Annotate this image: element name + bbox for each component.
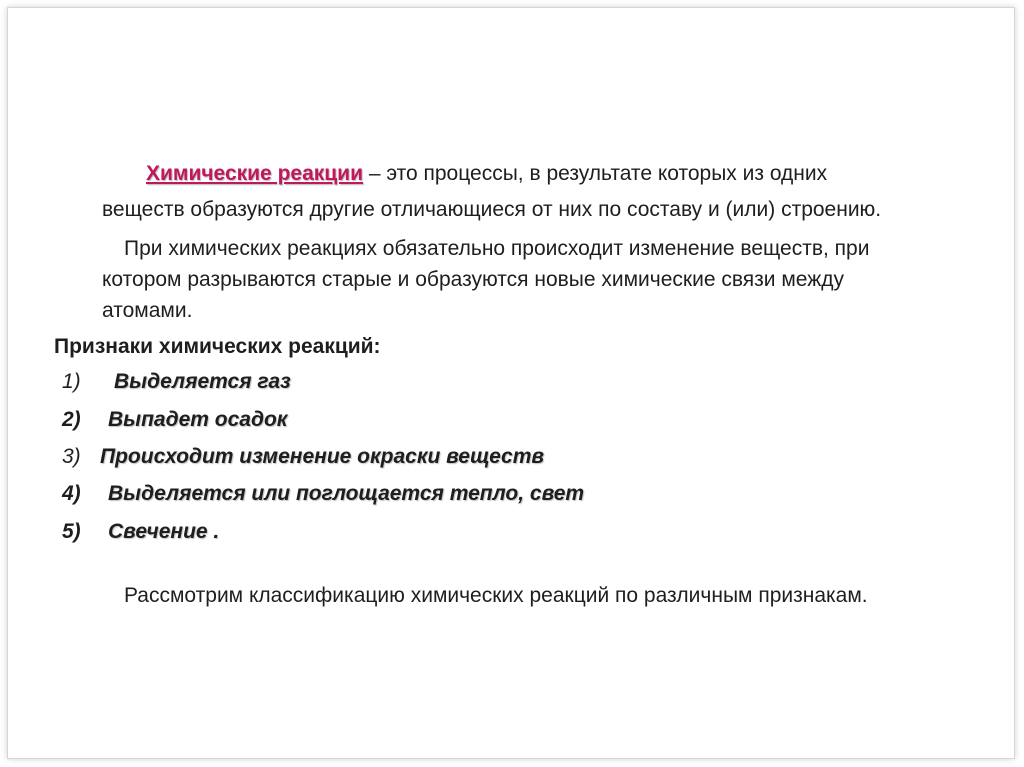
term-chemical-reactions: Химические реакции <box>146 162 363 185</box>
definition-line-2: веществ образуются другие отличающиеся от них по составу и (или) строению. <box>102 198 882 221</box>
list-item <box>62 366 291 398</box>
list-item-label: Выделяется газ <box>114 370 291 393</box>
definition-line-1 <box>146 158 827 190</box>
list-item <box>62 478 584 510</box>
list-item-number: 5) <box>62 520 81 543</box>
explanation-line-2: котором разрываются старые и образуются новые химические связи между <box>102 268 845 291</box>
list-item-number: 3) <box>62 445 81 468</box>
list-item-number: 4) <box>62 482 81 505</box>
slide <box>7 7 1015 759</box>
list-item <box>62 441 544 473</box>
list-item-number: 1) <box>62 370 81 393</box>
list-item-number: 2) <box>62 408 81 431</box>
closing-text: Рассмотрим классификацию химических реакций по различным признакам. <box>124 584 868 607</box>
list-item-label: Происходит изменение окраски веществ <box>100 445 545 468</box>
list-item <box>62 404 287 436</box>
list-item-label: Выделяется или поглощается тепло, свет <box>108 482 585 505</box>
signs-heading: Признаки химических реакций: <box>54 335 381 358</box>
list-item-label: Свечение . <box>108 520 220 543</box>
explanation-line-3: атомами. <box>102 299 193 322</box>
list-item-label: Выпадет осадок <box>108 408 288 431</box>
list-item <box>62 516 219 548</box>
explanation-line-1: При химических реакциях обязательно происходит изменение веществ, при <box>124 237 870 260</box>
definition-rest: – это процессы, в результате которых из одних <box>363 162 828 185</box>
